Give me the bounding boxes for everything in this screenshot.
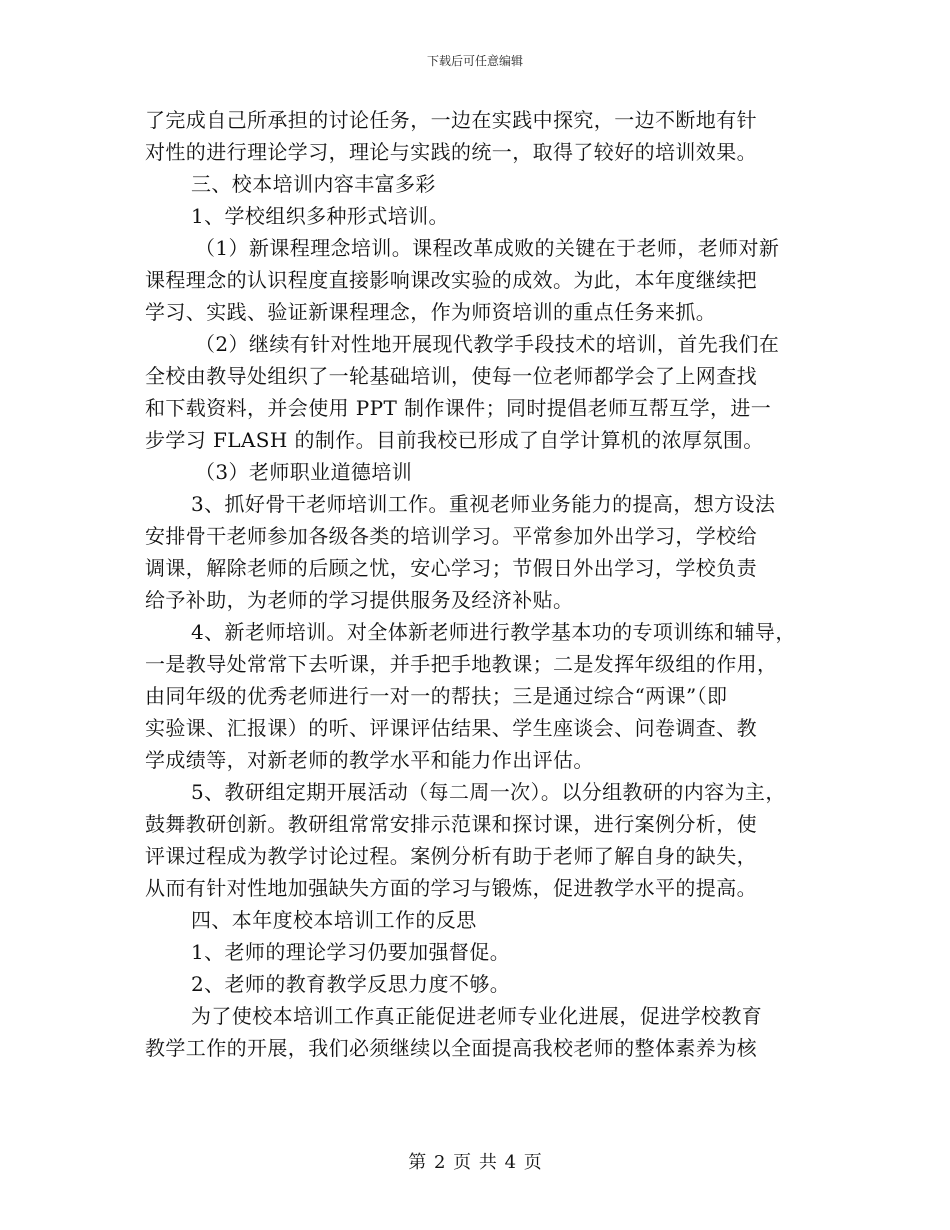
body-line: （2）继续有针对性地开展现代教学手段技术的培训，首先我们在 — [195, 332, 780, 356]
body-line: 鼓舞教研创新。教研组常常安排示范课和探讨课，进行案例分析，使 — [145, 812, 757, 836]
body-line: 给予补助，为老师的学习提供服务及经济补贴。 — [145, 588, 574, 612]
body-line: 实验课、汇报课）的听、评课评估结果、学生座谈会、问卷调查、教 — [145, 716, 757, 740]
body-line: （3）老师职业道德培训 — [195, 460, 413, 484]
body-line: 学成绩等，对新老师的教学水平和能力作出评估。 — [145, 748, 594, 772]
body-line: 和下载资料，并会使用 PPT 制作课件；同时提倡老师互帮互学，进一 — [145, 396, 772, 420]
body-line: 由同年级的优秀老师进行一对一的帮扶；三是通过综合“两课”（即 — [145, 684, 728, 708]
body-line: 对性的进行理论学习，理论与实践的统一，取得了较好的培训效果。 — [145, 140, 757, 164]
body-line: 1、老师的理论学习仍要加强督促。 — [191, 940, 511, 964]
body-line: 2、老师的教育教学反思力度不够。 — [191, 972, 511, 996]
page-header-note: 下载后可任意编辑 — [426, 54, 523, 68]
body-line: 评课过程成为教学讨论过程。案例分析有助于老师了解自身的缺失， — [145, 844, 757, 868]
body-line: （1）新课程理念培训。课程改革成败的关键在于老师，老师对新 — [195, 236, 780, 260]
body-line: 3、抓好骨干老师培训工作。重视老师业务能力的提高，想方设法 — [191, 492, 776, 516]
body-line: 学习、实践、验证新课程理念，作为师资培训的重点任务来抓。 — [145, 300, 717, 324]
section-heading: 三、校本培训内容丰富多彩 — [191, 172, 436, 196]
body-line: 为了使校本培训工作真正能促进老师专业化进展，促进学校教育 — [191, 1004, 763, 1028]
page-number: 第 2 页 共 4 页 — [408, 1152, 542, 1173]
body-line: 1、学校组织多种形式培训。 — [191, 204, 449, 228]
body-line: 了完成自己所承担的讨论任务，一边在实践中探究，一边不断地有针 — [145, 108, 757, 132]
body-line: 安排骨干老师参加各级各类的培训学习。平常参加外出学习，学校给 — [145, 524, 757, 548]
document-body — [145, 104, 815, 1064]
body-line: 步学习 FLASH 的制作。目前我校已形成了自学计算机的浓厚氛围。 — [145, 428, 764, 452]
body-line: 一是教导处常常下去听课，并手把手地教课；二是发挥年级组的作用， — [145, 652, 778, 676]
body-line: 全校由教导处组织了一轮基础培训，使每一位老师都学会了上网查找 — [145, 364, 757, 388]
body-line: 从而有针对性地加强缺失方面的学习与锻炼，促进教学水平的提高。 — [145, 876, 757, 900]
body-line: 4、新老师培训。对全体新老师进行教学基本功的专项训练和辅导， — [191, 620, 796, 644]
body-line: 教学工作的开展，我们必须继续以全面提高我校老师的整体素养为核 — [145, 1036, 757, 1060]
section-heading: 四、本年度校本培训工作的反思 — [191, 908, 477, 932]
body-line: 课程理念的认识程度直接影响课改实验的成效。为此，本年度继续把 — [145, 268, 757, 292]
body-line: 5、教研组定期开展活动（每二周一次）。以分组教研的内容为主， — [191, 780, 786, 804]
body-line: 调课，解除老师的后顾之忧，安心学习；节假日外出学习，学校负责 — [145, 556, 757, 580]
